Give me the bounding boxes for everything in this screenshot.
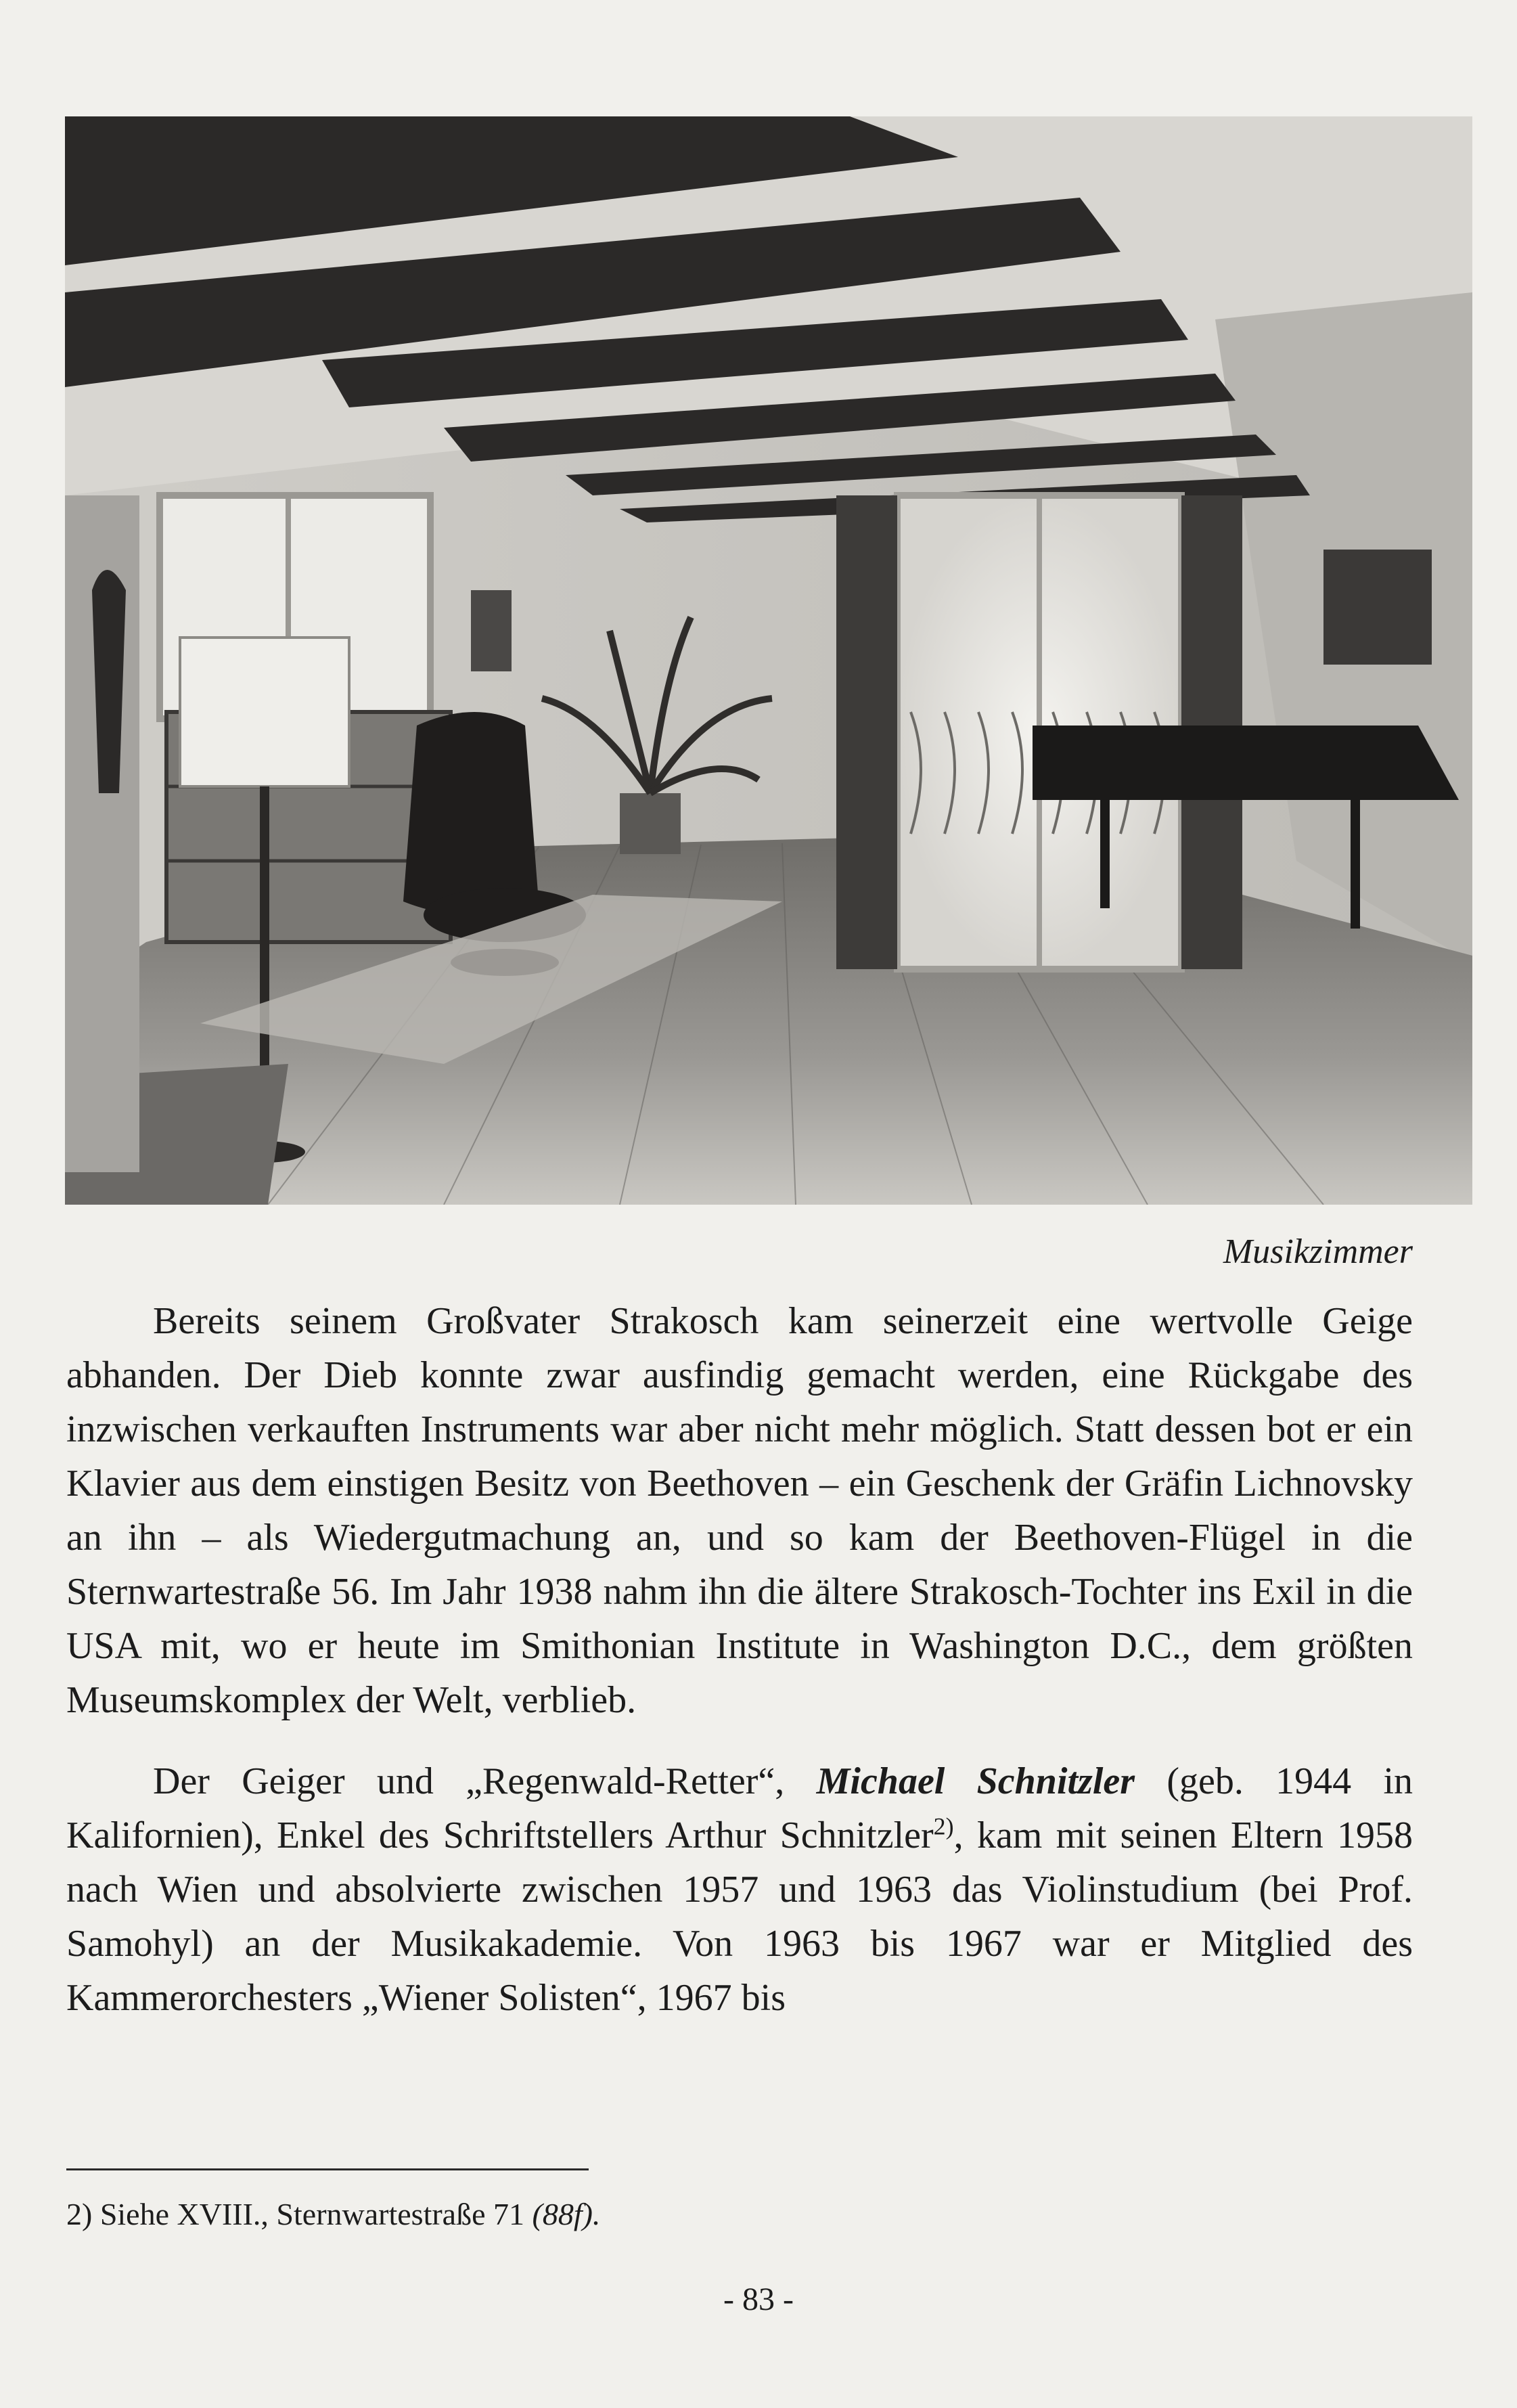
paragraph-1: Bereits seinem Großvater Strakosch kam seinerzeit eine wertvolle Geige abhanden. Der Dieb konnte zwar ausfindig gemacht werden, eine Rückgabe des inzwischen verkauften Instruments war aber nicht mehr möglich. Statt dessen bot er ein Klavier aus dem einstigen Besitz von Beethoven – ein Geschenk der Gräfin Lichnovsky an ihn – als Wiedergutmachung an, und so kam der Beethoven-Flügel in die Sternwartestraße 56. Im Jahr 1938 nahm ihn die ältere Strakosch-Tochter ins Exil in die USA mit, wo er heute im Smithonian Institute in Washington D.C., dem größten Museumskomplex der Welt, verblieb. <box>66 1300 1413 1721</box>
footnote-reference: 2) <box>933 1812 954 1840</box>
person-name: Michael Schnitzler <box>816 1760 1135 1802</box>
photo-caption: Musikzimmer <box>1223 1232 1413 1271</box>
footnote-divider <box>66 2168 589 2170</box>
footnote-text: 2) Siehe XVIII., Sternwartestraße 71 <box>66 2197 533 2231</box>
footnote <box>66 2193 600 2236</box>
body-text <box>66 1294 1413 2025</box>
paragraph-2-middle: (geb. 1944 in Kalifornien), Enkel des Schriftstellers Arthur Schnitzler <box>66 1760 1413 1856</box>
paragraph-2-intro: Der Geiger und „Regenwald-Retter“, <box>153 1760 817 1802</box>
paragraph-2-rest: , kam mit seinen Eltern 1958 nach Wien und absolvierte zwischen 1957 und 1963 das Violinstudium (bei Prof. Samohyl) an der Musikakademie. Von 1963 bis 1967 war er Mitglied des Kammerorchesters „Wiener Solisten“, 1967 bis <box>66 1814 1413 2019</box>
photo-music-room <box>65 116 1472 1205</box>
footnote-pages: (88f). <box>532 2197 601 2231</box>
page-number: - 83 - <box>723 2281 794 2317</box>
paragraph-2 <box>66 1754 1413 2025</box>
